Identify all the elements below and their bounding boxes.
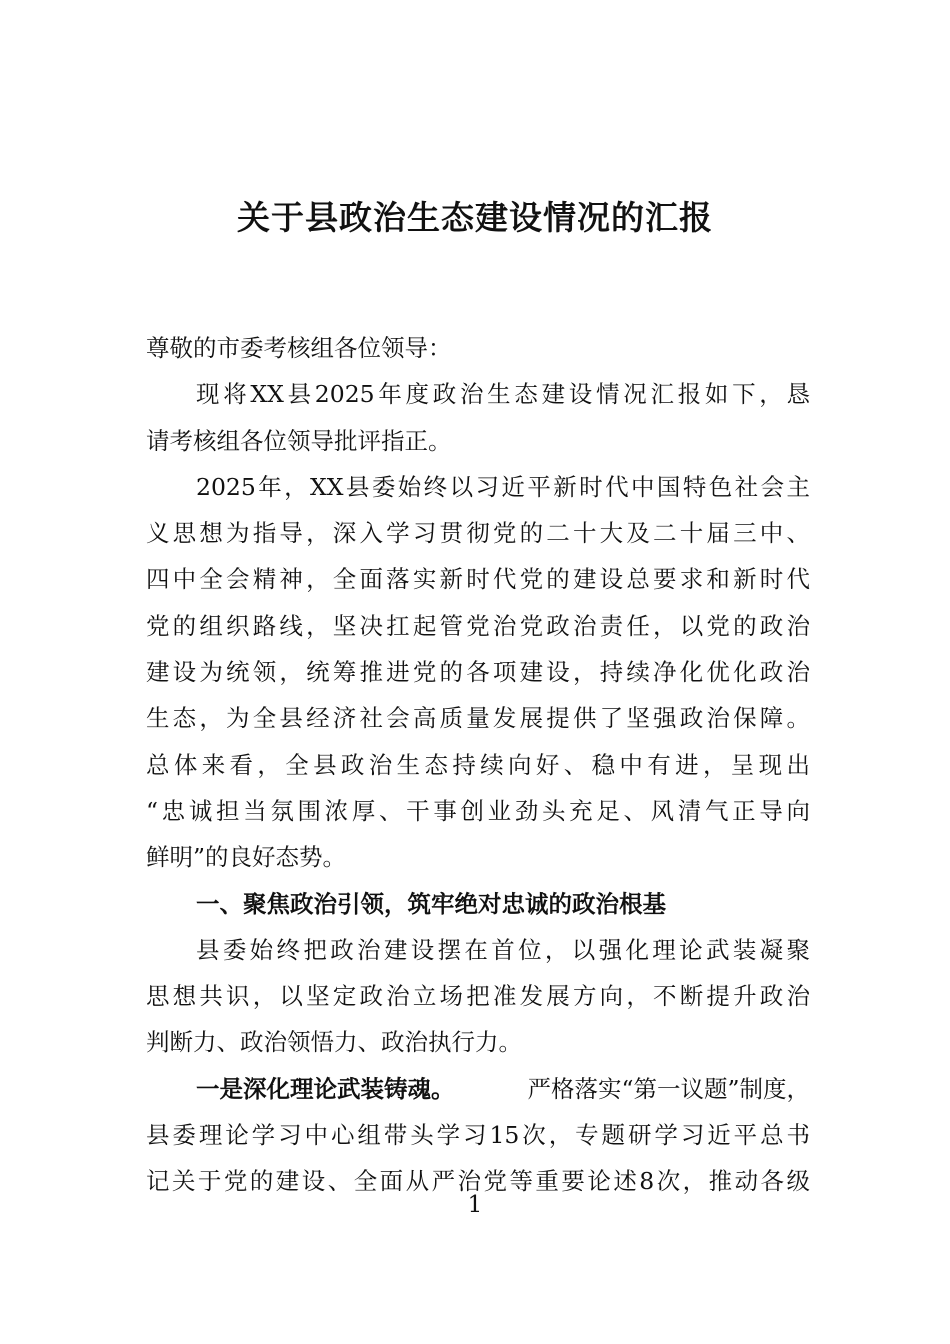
paragraph-line: 县委始终把政治建设摆在首位，以强化理论武装凝聚 (196, 935, 810, 964)
paragraph-line-mixed (146, 1066, 810, 1112)
paragraph-line: “忠诚担当氛围浓厚、干事创业劲头充足、风清气正导向 (146, 796, 810, 825)
salutation-line: 尊敬的市委考核组各位领导： (146, 334, 452, 362)
subheading-inline: 一是深化理论武装铸魂。 (196, 1074, 455, 1103)
document-title: 关于县政治生态建设情况的汇报 (237, 198, 713, 237)
paragraph-line: 总体来看，全县政治生态持续向好、稳中有进，呈现出 (146, 750, 810, 779)
document-body (146, 325, 810, 1205)
page-number: 1 (467, 1192, 483, 1218)
paragraph-line: 2025年，XX县委始终以习近平新时代中国特色社会主 (196, 472, 810, 501)
paragraph-line: 县委理论学习中心组带头学习15次，专题研学习近平总书 (146, 1121, 810, 1150)
paragraph-line: 记关于党的建设、全面从严治党等重要论述8次，推动各级 (146, 1167, 810, 1196)
paragraph-line: 建设为统领，统筹推进党的各项建设，持续净化优化政治 (146, 658, 810, 687)
paragraph-line: 鲜明”的良好态势。 (146, 843, 347, 872)
paragraph-line: 四中全会精神，全面落实新时代党的建设总要求和新时代 (146, 565, 810, 594)
paragraph-line: 请考核组各位领导批评指正。 (146, 426, 452, 455)
paragraph-line: 生态，为全县经济社会高质量发展提供了坚强政治保障。 (146, 704, 810, 733)
paragraph-line: 义思想为指导，深入学习贯彻党的二十大及二十届三中、 (146, 519, 810, 548)
paragraph-text-inline: 严格落实“第一议题”制度， (527, 1074, 810, 1103)
paragraph-line: 现将XX县2025年度政治生态建设情况汇报如下，恳 (196, 380, 810, 409)
section-heading: 一、聚焦政治引领，筑牢绝对忠诚的政治根基 (196, 889, 666, 918)
paragraph-line: 党的组织路线，坚决扛起管党治党政治责任，以党的政治 (146, 611, 810, 640)
paragraph-line: 判断力、政治领悟力、政治执行力。 (146, 1028, 522, 1057)
paragraph-line: 思想共识，以坚定政治立场把准发展方向，不断提升政治 (146, 982, 810, 1011)
